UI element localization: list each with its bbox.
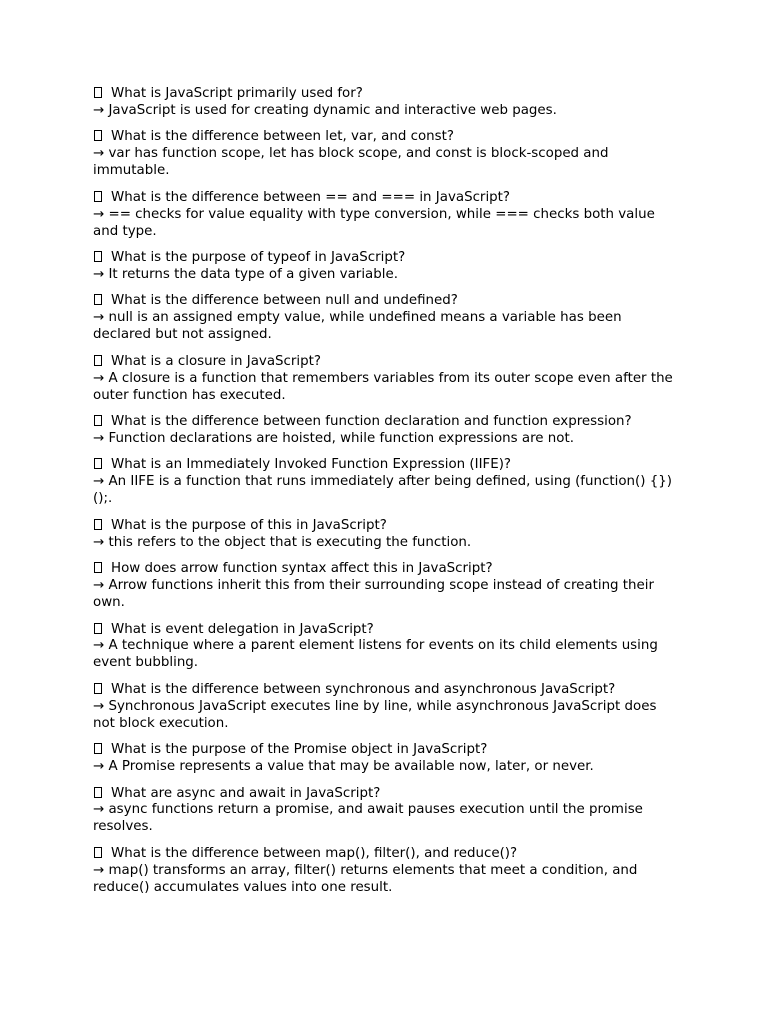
question-text: How does arrow function syntax affect this in JavaScript?: [111, 561, 493, 577]
answer-text: → var has function scope, let has block scope, and const is block-scoped and immutable.: [93, 146, 609, 179]
question-line: [93, 414, 676, 431]
question-line: [93, 86, 676, 103]
answer-text: → A closure is a function that remembers variables from its outer scope even after the outer function has executed.: [93, 370, 673, 403]
missing-glyph-icon: [94, 623, 102, 634]
qa-item: [93, 414, 676, 448]
qa-item: [93, 457, 676, 508]
missing-glyph-icon: [94, 251, 102, 262]
missing-glyph-icon: [94, 191, 102, 202]
missing-glyph-icon: [94, 130, 102, 141]
answer-text: → Synchronous JavaScript executes line by line, while asynchronous JavaScript does not block execution.: [93, 698, 657, 731]
qa-item: [93, 622, 676, 673]
missing-glyph-icon: [94, 355, 102, 366]
missing-glyph-icon: [94, 847, 102, 858]
question-text: What is the purpose of the Promise object in JavaScript?: [111, 742, 488, 758]
qa-item: [93, 86, 676, 120]
answer-text: → A technique where a parent element listens for events on its child elements using event bubbling.: [93, 638, 658, 671]
answer-text: → null is an assigned empty value, while undefined means a variable has been declared but not assigned.: [93, 310, 622, 343]
question-line: [93, 622, 676, 639]
question-text: What is the purpose of typeof in JavaScript?: [111, 250, 406, 266]
missing-glyph-icon: [94, 294, 102, 305]
answer-text: → JavaScript is used for creating dynamic and interactive web pages.: [93, 102, 557, 118]
question-text: What is event delegation in JavaScript?: [111, 621, 374, 637]
qa-item: [93, 354, 676, 405]
question-line: [93, 561, 676, 578]
question-text: What is the difference between null and undefined?: [111, 293, 458, 309]
qa-list: [93, 86, 676, 897]
question-text: What is an Immediately Invoked Function Expression (IIFE)?: [111, 457, 512, 473]
qa-item: [93, 129, 676, 180]
question-line: [93, 682, 676, 699]
answer-text: → A Promise represents a value that may be available now, later, or never.: [93, 759, 594, 775]
answer-text: → An IIFE is a function that runs immediately after being defined, using (function() {})();.: [93, 474, 672, 507]
question-line: [93, 129, 676, 146]
missing-glyph-icon: [94, 683, 102, 694]
qa-item: [93, 682, 676, 733]
question-text: What is the difference between let, var, and const?: [111, 129, 454, 145]
missing-glyph-icon: [94, 562, 102, 573]
answer-text: → Function declarations are hoisted, while function expressions are not.: [93, 430, 574, 446]
qa-item: [93, 846, 676, 897]
qa-item: [93, 518, 676, 552]
question-text: What is the purpose of this in JavaScript?: [111, 517, 387, 533]
question-text: What is the difference between map(), filter(), and reduce()?: [111, 845, 518, 861]
question-line: [93, 293, 676, 310]
answer-text: → this refers to the object that is executing the function.: [93, 534, 472, 550]
question-text: What is the difference between synchronous and asynchronous JavaScript?: [111, 681, 616, 697]
answer-text: → map() transforms an array, filter() returns elements that meet a condition, and reduce() accumulates values into one result.: [93, 862, 638, 895]
missing-glyph-icon: [94, 519, 102, 530]
question-text: What are async and await in JavaScript?: [111, 785, 381, 801]
missing-glyph-icon: [94, 415, 102, 426]
qa-item: [93, 742, 676, 776]
question-line: [93, 846, 676, 863]
answer-text: → == checks for value equality with type conversion, while === checks both value and type.: [93, 206, 655, 239]
question-text: What is the difference between function declaration and function expression?: [111, 414, 632, 430]
question-line: [93, 518, 676, 535]
question-text: What is JavaScript primarily used for?: [111, 86, 363, 101]
qa-item: [93, 293, 676, 344]
qa-item: [93, 190, 676, 241]
missing-glyph-icon: [94, 458, 102, 469]
missing-glyph-icon: [94, 743, 102, 754]
missing-glyph-icon: [94, 87, 102, 98]
question-text: What is a closure in JavaScript?: [111, 353, 321, 369]
answer-text: → async functions return a promise, and await pauses execution until the promise resolves.: [93, 802, 643, 835]
qa-item: [93, 786, 676, 837]
question-line: [93, 250, 676, 267]
question-line: [93, 786, 676, 803]
qa-item: [93, 250, 676, 284]
question-text: What is the difference between == and === in JavaScript?: [111, 189, 511, 205]
question-line: [93, 354, 676, 371]
question-line: [93, 190, 676, 207]
answer-text: → Arrow functions inherit this from their surrounding scope instead of creating their own.: [93, 578, 655, 610]
answer-text: → It returns the data type of a given variable.: [93, 266, 398, 282]
question-line: [93, 742, 676, 759]
qa-item: [93, 561, 676, 612]
question-line: [93, 457, 676, 474]
missing-glyph-icon: [94, 787, 102, 798]
